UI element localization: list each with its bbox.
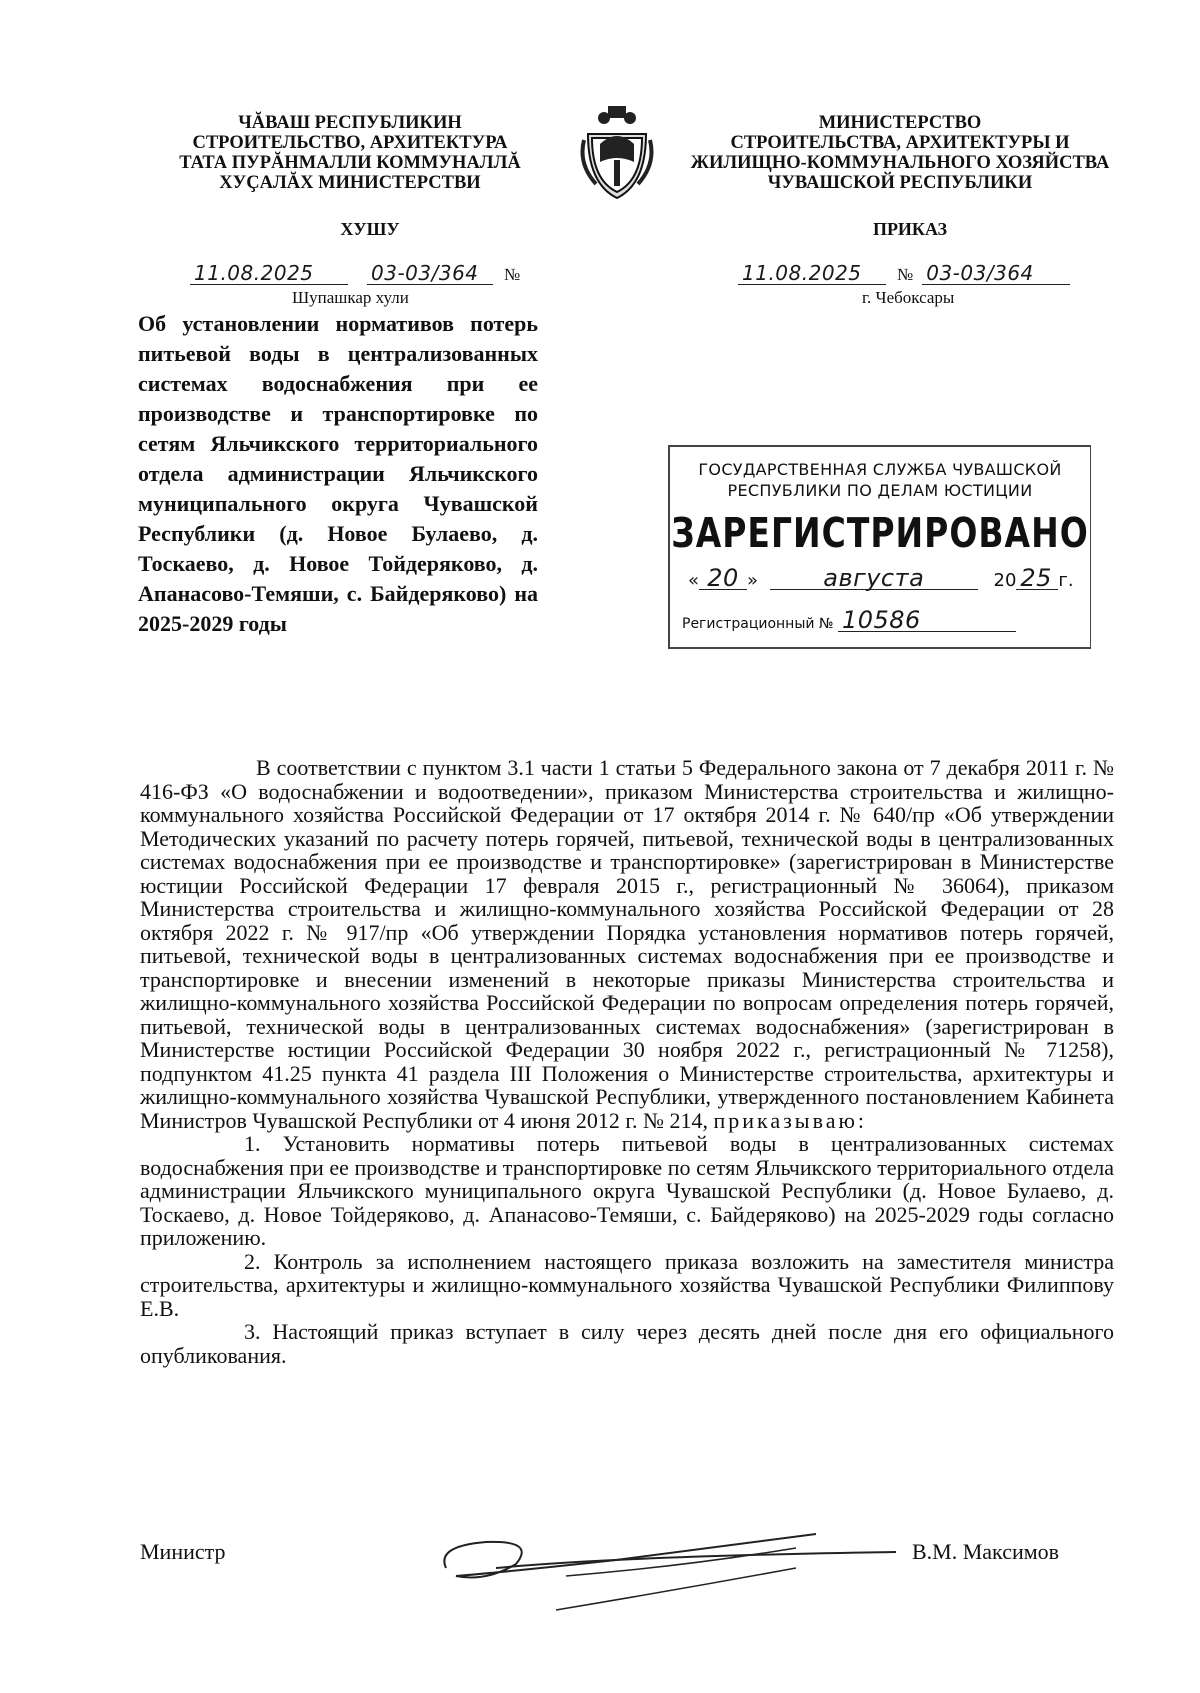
header-right-line: ЧУВАШСКОЙ РЕСПУБЛИКИ	[767, 173, 1033, 193]
stamp-year-prefix: 20	[993, 570, 1017, 591]
place-russian: г. Чебоксары	[862, 288, 955, 307]
document-title: Об установлении нормативов потерь питьевой воды в централизованных системах водоснабжения при ее производстве и транспортировке по сетям Яльчикского территориального отдела администрации Яльчикского муниципального округа Чувашской Республики (д. Новое Булаево, д. Тоскаево, д. Новое Тойдеряково, д. Апанасово-Темяши, с. Байдеряково) на 2025-2029 годы	[138, 311, 538, 636]
stamp-quote: «	[688, 570, 700, 591]
stamp-line: ГОСУДАРСТВЕННАЯ СЛУЖБА ЧУВАШСКОЙ	[698, 460, 1062, 479]
order-date-number-right	[738, 262, 1070, 286]
doc-kind-chuvash: ХУШУ	[340, 219, 400, 239]
stamp-status: ЗАРЕГИСТРИРОВАНО	[671, 508, 1089, 557]
order-date: 11.08.2025	[190, 262, 348, 285]
stamp-quote: »	[747, 570, 759, 591]
order-number: 03-03/364	[922, 262, 1070, 285]
stamp-registration	[682, 606, 1082, 634]
order-verb: приказываю:	[713, 1107, 868, 1133]
number-sign: №	[504, 265, 521, 284]
order-date: 11.08.2025	[738, 262, 886, 285]
header-right-line: СТРОИТЕЛЬСТВА, АРХИТЕКТУРЫ И	[730, 133, 1070, 153]
number-sign: №	[897, 265, 914, 284]
signer-name: В.М. Максимов	[912, 1539, 1060, 1564]
header-right-line: ЖИЛИЩНО-КОММУНАЛЬНОГО ХОЗЯЙСТВА	[690, 153, 1110, 173]
preamble-paragraph	[140, 756, 1114, 1132]
place-chuvash: Шупашкар хули	[292, 288, 409, 307]
stamp-reg-number: 10586	[838, 609, 1016, 632]
stamp-year-unit: г.	[1058, 570, 1074, 591]
order-date-number-left	[190, 262, 520, 286]
signer-position: Министр	[140, 1539, 226, 1564]
handwritten-signature	[426, 1506, 906, 1616]
header-left-line: ЧĂВАШ РЕСПУБЛИКИН	[238, 113, 462, 133]
registration-stamp	[668, 445, 1091, 649]
clause-1: 1. Установить нормативы потерь питьевой воды в централизованных системах водоснабжения при ее производстве и транспортировке по сетям Яльчикского территориального отдела администрации Яльчикского муниципального округа Чувашской Республики (д. Новое Булаево, д. Тоскаево, д. Новое Тойдеряково, д. Апанасово-Темяши, с. Байдеряково) на 2025-2029 годы согласно приложению.	[140, 1131, 1114, 1250]
header-right-line: МИНИСТЕРСТВО	[818, 113, 982, 133]
stamp-day: 20	[699, 567, 747, 590]
order-body	[140, 756, 1114, 1367]
stamp-month: августа	[770, 567, 978, 590]
header-left-line: ХУҪАЛĂХ МИНИСТЕРСТВИ	[219, 173, 481, 193]
stamp-line: РЕСПУБЛИКИ ПО ДЕЛАМ ЮСТИЦИИ	[727, 481, 1033, 500]
stamp-authority	[670, 459, 1090, 501]
header-left-line: ТАТА ПУРĂНМАЛЛИ КОММУНАЛЛĂ	[179, 153, 521, 173]
stamp-reg-label: Регистрационный №	[682, 616, 834, 632]
header-left-line: СТРОИТЕЛЬСТВО, АРХИТЕКТУРА	[192, 133, 508, 153]
clause-2: 2. Контроль за исполнением настоящего приказа возложить на заместителя министра строительства, архитектуры и жилищно-коммунального хозяйства Чувашской Республики Филиппову Е.В.	[140, 1248, 1114, 1321]
preamble-text: В соответствии с пунктом 3.1 части 1 статьи 5 Федерального закона от 7 декабря 2011 г. № 416-ФЗ «О водоснабжении и водоотведении», приказом Министерства строительства и жилищно-коммунального хозяйства Российской Федерации от 17 октября 2014 г. № 640/пр «Об утверждении Методических указаний по расчету потерь горячей, питьевой, технической воды в централизованных системах водоснабжения при ее производстве и транспортировке» (зарегистрирован в Министерстве юстиции Российской Федерации 17 февраля 2015 г., регистрационный № 36064), приказом Министерства строительства и жилищно-коммунального хозяйства Российской Федерации от 28 октября 2022 г. № 917/пр «Об утверждении Порядка установления нормативов потерь горячей, питьевой, технической воды в централизованных системах водоснабжения при ее производстве и транспортировке и внесении изменений в некоторые приказы Министерства строительства и жилищно-коммунального хозяйства Российской Федерации по вопросам определения потерь горячей, питьевой, технической воды в централизованных системах водоснабжения» (зарегистрирован в Министерстве юстиции Российской Федерации 30 ноября 2022 г., регистрационный № 71258), подпунктом 41.25 пункта 41 раздела III Положения о Министерстве строительства, архитектуры и жилищно-коммунального хозяйства Чувашской Республики, утвержденного постановлением Кабинета Министров Чувашской Республики от 4 июня 2012 г. № 214,	[140, 755, 1114, 1133]
header-chuvash	[130, 113, 570, 193]
header-russian	[660, 113, 1140, 193]
doc-kind-russian: ПРИКАЗ	[872, 219, 948, 239]
clause-3: 3. Настоящий приказ вступает в силу через десять дней после дня его официального опубликования.	[140, 1319, 1114, 1368]
stamp-year: 25	[1016, 567, 1058, 590]
stamp-date	[688, 564, 1078, 592]
order-number: 03-03/364	[367, 262, 493, 285]
chuvash-coat-of-arms-icon	[578, 104, 656, 202]
